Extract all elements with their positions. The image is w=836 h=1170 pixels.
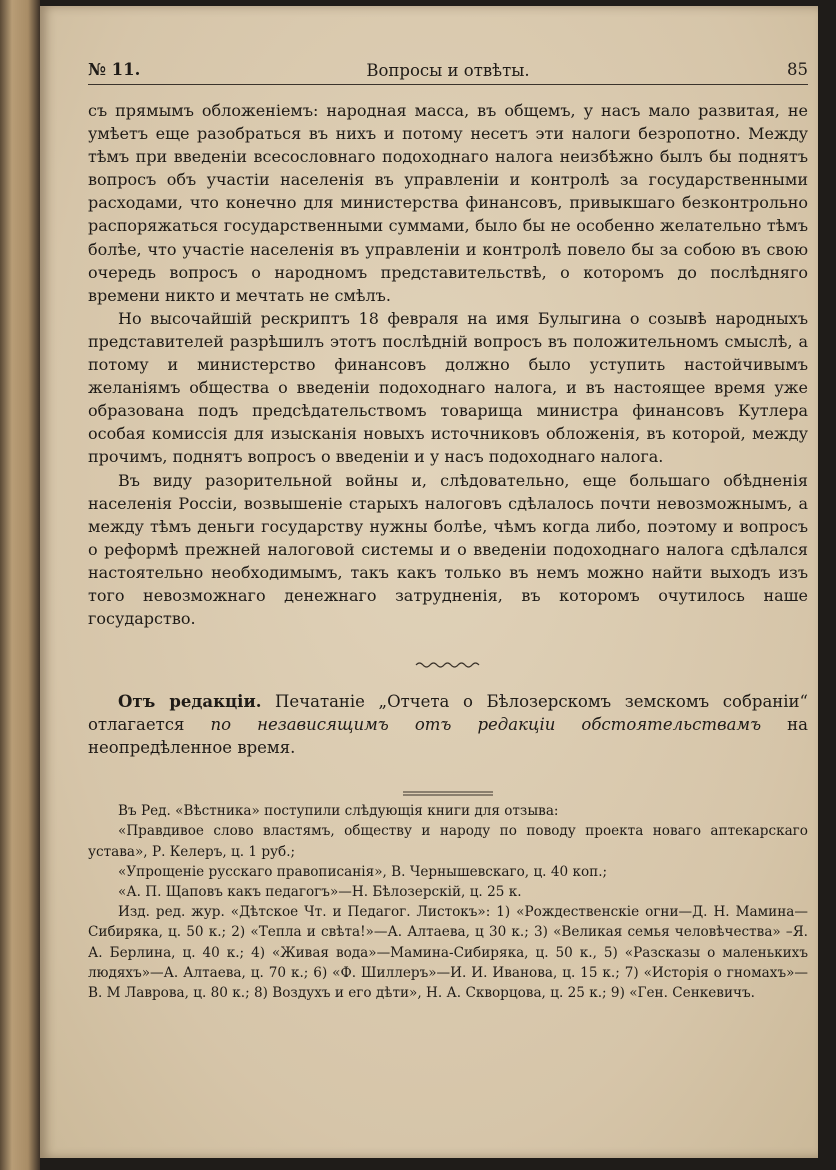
wave-ornament-icon bbox=[415, 661, 481, 669]
issue-number: № 11. bbox=[88, 60, 141, 79]
book-entry: «А. П. Щаповъ какъ педагогъ»—Н. Бѣлозерскій, ц. 25 к. bbox=[118, 883, 522, 900]
section-title: Вопросы и отвѣты. bbox=[366, 61, 530, 80]
editorial-note-text-end: на неопредѣленное время. bbox=[88, 715, 808, 758]
article-body bbox=[88, 99, 808, 630]
editorial-note-italic: по независящимъ отъ редакціи обстоятельствамъ bbox=[210, 715, 762, 735]
books-intro: Въ Ред. «Вѣстника» поступили слѣдующія книги для отзыва: bbox=[118, 803, 559, 820]
double-rule-divider bbox=[88, 781, 808, 787]
editorial-note-text: Печатаніе „Отчета о Бѣлозерскомъ земскомъ собраніи“ отлагается bbox=[88, 692, 808, 735]
book-page bbox=[40, 6, 818, 1158]
page-content bbox=[88, 58, 808, 1003]
book-entry: «Упрощеніе русскаго правописанія», В. Чернышевскаго, ц. 40 коп.; bbox=[118, 863, 608, 880]
double-rule-icon bbox=[403, 791, 493, 796]
paragraph: Но высочайшій рескриптъ 18 февраля на имя Булыгина о созывѣ народныхъ представителей разрѣшилъ этотъ послѣдній вопросъ въ положительномъ смыслѣ, а потому и министерство финансовъ должно было уступить настойчивымъ желаніямъ общества о введеніи подоходнаго налога, и въ настоящее время уже образована подъ предсѣдательствомъ товарища министра финансовъ Кутлера особая комиссія для изысканія новыхъ источниковъ обложенія, въ которой, между прочимъ, поднятъ вопросъ о введеніи и у насъ подоходнаго налога. bbox=[88, 308, 808, 467]
book-entry: Изд. ред. жур. «Дѣтское Чт. и Педагог. Листокъ»: 1) «Рождественскіе огни—Д. Н. Мамина—Сибиряка, ц. 50 к.; 2) «Тепла и свѣта!»—А. Алтаева, ц 30 к.; 3) «Великая семья человѣчества» –Я. А. Берлина, ц. 40 к.; 4) «Живая вода»—Мамина-Сибиряка, ц. 50 к., 5) «Разсказы о маленькихъ людяхъ»—А. Алтаева, ц. 70 к.; 6) «Ф. Шиллеръ»—И. И. Иванова, ц. 15 к.; 7) «Исторія о гномахъ»—В. М Лаврова, ц. 80 к.; 8) Воздухъ и его дѣти», Н. А. Скворцова, ц. 25 к.; 9) «Ген. Сенкевичъ. bbox=[88, 904, 808, 1001]
page-number: 85 bbox=[787, 60, 808, 79]
editorial-note bbox=[88, 690, 808, 759]
previous-page-edge bbox=[0, 0, 40, 1170]
book-entry: «Правдивое слово властямъ, обществу и народу по поводу проекта новаго аптекарскаго устава», Р. Келеръ, ц. 1 руб.; bbox=[88, 823, 808, 860]
paragraph: Въ виду разорительной войны и, слѣдовательно, еще большаго обѣдненія населенія Россіи, возвышеніе старыхъ налоговъ сдѣлалось почти невозможнымъ, а между тѣмъ деньги государству нужны болѣе, чѣмъ когда либо, поэтому и вопросъ о реформѣ прежней налоговой системы и о введеніи подоходнаго налога сдѣлался настоятельно необходимымъ, такъ какъ только въ немъ можно найти выходъ изъ того невозможнаго денежнаго затрудненія, въ которомъ очутилось наше государство. bbox=[88, 470, 808, 629]
running-header bbox=[88, 58, 808, 85]
received-books-list bbox=[88, 801, 808, 1003]
paragraph: съ прямымъ обложеніемъ: народная масса, въ общемъ, у насъ мало развитая, не умѣетъ еще разобраться въ нихъ и потому несетъ эти налоги безропотно. Между тѣмъ при введеніи всесословнаго подоходнаго налога неизбѣжно былъ бы поднятъ вопросъ объ участіи населенія въ управленіи и контролѣ за государственными расходами, что конечно для министерства финансовъ, привыкшаго безконтрольно распоряжаться государственными суммами, было бы не особенно желательно тѣмъ болѣе, что участіе населенія въ управленіи и контролѣ повело бы за собою въ свою очередь вопросъ о народномъ представительствѣ, о которомъ до послѣдняго времени никто и мечтать не смѣлъ. bbox=[88, 101, 808, 305]
wave-divider bbox=[88, 654, 808, 664]
editorial-note-lead: Отъ редакціи. bbox=[118, 692, 262, 712]
